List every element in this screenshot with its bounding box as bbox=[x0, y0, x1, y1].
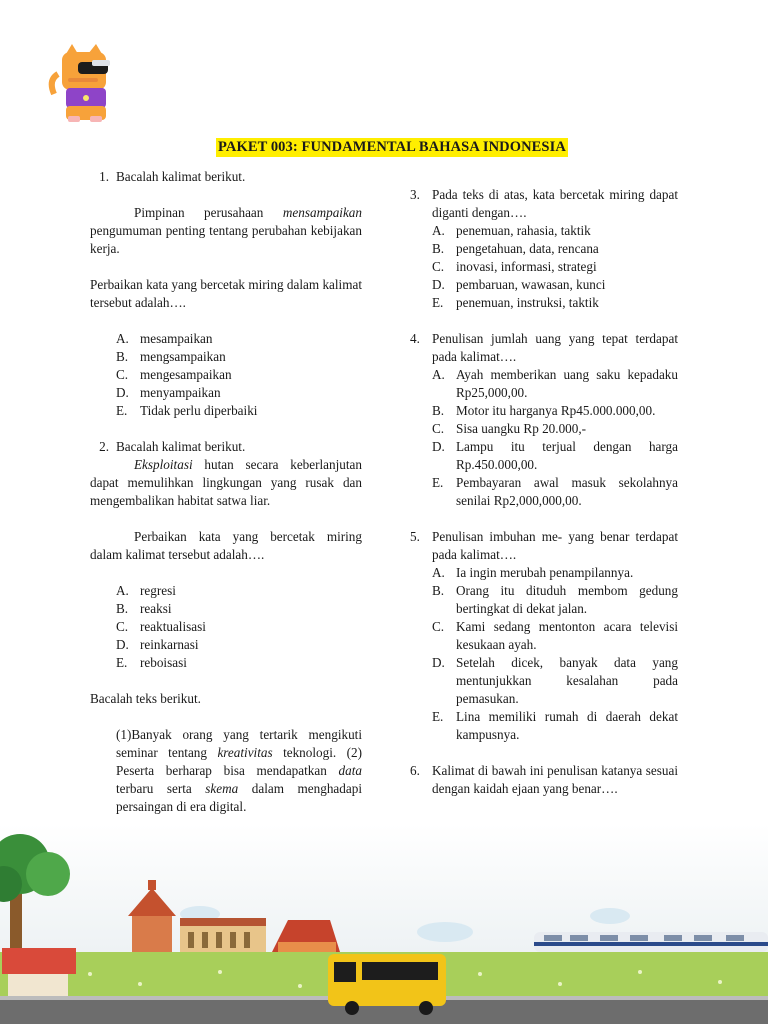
q5-options bbox=[410, 564, 678, 744]
q1-question: Perbaikan kata yang bercetak miring dalam kalimat tersebut adalah…. bbox=[90, 277, 362, 310]
question-prompt: Bacalah kalimat berikut. bbox=[116, 439, 246, 454]
q3-options bbox=[410, 222, 678, 312]
text-intro: Bacalah teks berikut. bbox=[90, 691, 201, 706]
question-2-header bbox=[90, 438, 362, 456]
option-e[interactable]: E. Pembayaran awal masuk sekolahnya senilai Rp2,000,000,00. bbox=[432, 475, 678, 508]
q4-options bbox=[410, 366, 678, 510]
option-a[interactable]: A. mesampaikan bbox=[116, 331, 213, 346]
option-a[interactable]: A. Ayah memberikan uang saku kepadaku Rp25,000,00. bbox=[432, 367, 678, 400]
question-4: 4. Penulisan jumlah uang yang tepat terdapat pada kalimat…. bbox=[410, 331, 678, 364]
left-column bbox=[90, 168, 362, 816]
right-column bbox=[410, 186, 678, 798]
q1-options bbox=[90, 330, 362, 420]
option-c[interactable]: C. Kami sedang mentonton acara televisi kesukaan ayah. bbox=[432, 619, 678, 652]
option-d[interactable]: D. menyampaikan bbox=[116, 385, 221, 400]
option-e[interactable]: E. Tidak perlu diperbaiki bbox=[116, 403, 258, 418]
option-d[interactable]: D. Lampu itu terjual dengan harga Rp.450.000,00. bbox=[432, 439, 678, 472]
q2-sentence: Eksploitasi hutan secara keberlanjutan dapat memulihkan lingkungan yang rusak dan mengembalikan habitat satwa liar. bbox=[90, 457, 362, 508]
reading-text: (1)Banyak orang yang tertarik mengikuti seminar tentang kreativitas teknologi. (2) Peserta berharap bisa mendapatkan data terbaru serta skema dalam menghadapi persaingan di era digital. bbox=[116, 727, 362, 814]
option-c[interactable]: C. reaktualisasi bbox=[116, 619, 206, 634]
question-1-header bbox=[90, 168, 362, 186]
question-number: 2. bbox=[99, 439, 109, 454]
option-b[interactable]: B. reaksi bbox=[116, 601, 172, 616]
option-a[interactable]: A. Ia ingin merubah penampilannya. bbox=[432, 565, 634, 580]
option-e[interactable]: E. reboisasi bbox=[116, 655, 187, 670]
option-c[interactable]: C. mengesampaikan bbox=[116, 367, 232, 382]
option-b[interactable]: B. mengsampaikan bbox=[116, 349, 226, 364]
option-c[interactable]: C. inovasi, informasi, strategi bbox=[432, 259, 597, 274]
option-e[interactable]: E. Lina memiliki rumah di daerah dekat kampusnya. bbox=[432, 709, 678, 742]
option-d[interactable]: D. reinkarnasi bbox=[116, 637, 199, 652]
question-3: 3. Pada teks di atas, kata bercetak miring dapat diganti dengan…. bbox=[410, 187, 678, 220]
question-5: 5. Penulisan imbuhan me- yang benar terdapat pada kalimat…. bbox=[410, 529, 678, 562]
city-scene-illustration bbox=[0, 824, 768, 1024]
question-prompt: Bacalah kalimat berikut. bbox=[116, 169, 246, 184]
q2-question: Perbaikan kata yang bercetak miring dalam kalimat tersebut adalah…. bbox=[90, 529, 362, 562]
option-b[interactable]: B. Orang itu dituduh membom gedung bertingkat di dekat jalan. bbox=[432, 583, 678, 616]
option-a[interactable]: A. regresi bbox=[116, 583, 176, 598]
bus-icon bbox=[328, 954, 446, 1015]
cat-mascot-logo bbox=[48, 44, 120, 124]
q2-options bbox=[90, 582, 362, 672]
option-b[interactable]: B. Motor itu harganya Rp45.000.000,00. bbox=[432, 403, 656, 418]
question-number: 1. bbox=[99, 169, 109, 184]
option-e[interactable]: E. penemuan, instruksi, taktik bbox=[432, 295, 599, 310]
option-d[interactable]: D. pembaruan, wawasan, kunci bbox=[432, 277, 606, 292]
q1-sentence: Pimpinan perusahaan mensampaikan pengumuman penting tentang perubahan kebijakan kerja. bbox=[90, 205, 362, 256]
page-title: PAKET 003: FUNDAMENTAL BAHASA INDONESIA bbox=[218, 139, 566, 155]
option-d[interactable]: D. Setelah dicek, banyak data yang mentunjukkan kesalahan pada pemasukan. bbox=[432, 655, 678, 706]
option-b[interactable]: B. pengetahuan, data, rencana bbox=[432, 241, 599, 256]
option-a[interactable]: A. penemuan, rahasia, taktik bbox=[432, 223, 591, 238]
question-6: 6. Kalimat di bawah ini penulisan katanya sesuai dengan kaidah ejaan yang benar…. bbox=[410, 763, 678, 796]
option-c[interactable]: C. Sisa uangku Rp 20.000,- bbox=[432, 421, 587, 436]
